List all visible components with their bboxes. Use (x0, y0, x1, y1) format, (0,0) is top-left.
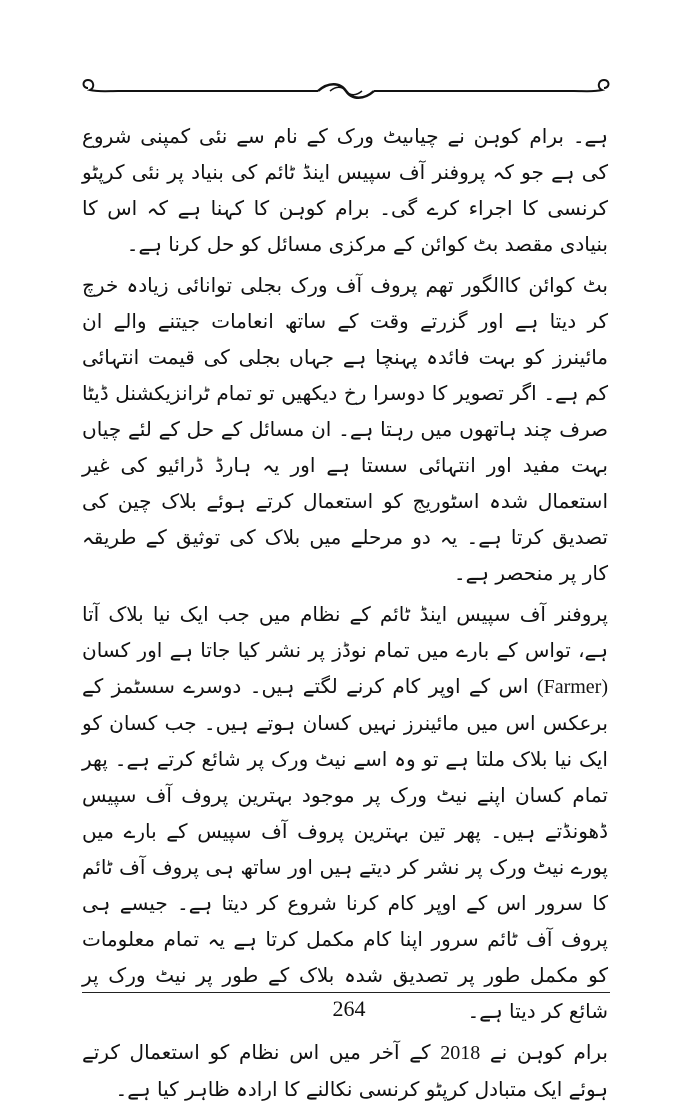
paragraph-4 (82, 1034, 608, 1107)
paragraph-4-text-a: برام کوہن نے (480, 1040, 608, 1064)
page-body (82, 118, 608, 1112)
paragraph-3-text-b: اس کے اوپر کام کرنے لگتے ہیں۔ دوسرے سسٹمز کے برعکس اس میں مائینرز نہیں کسان ہوتے ہیں۔ جب کسان کو ایک نیا بلاک ملتا ہے تو وہ اسے نیٹ ورک پر شائع کرتے ہے۔ پھر تمام کسان اپنے نیٹ ورک پر موجود بہترین پروف آف سپیس ڈھونڈتے ہیں۔ پھر تین بہترین پروف آف سپیس کے بارے میں پورے نیٹ ورک پر نشر کر دیتے ہیں اور ساتھ ہی پروف آف ٹائم کا سرور اس کے اوپر کام کرنا شروع کر دیتا ہے۔ جیسے ہی پروف آف ٹائم سرور اپنا کام مکمل کرتا ہے یہ تمام معلومات کو مکمل طور پر تصدیق شدہ بلاک کے طور پر نیٹ ورک پر شائع کر دیتا ہے۔ (82, 674, 608, 1023)
ornament-divider-icon (78, 74, 614, 104)
paragraph-1: ہے۔ برام کوہن نے چیاںیٹ ورک کے نام سے نئی کمپنی شروع کی ہے جو کہ پروفنر آف سپیس اینڈ ٹائم کی بنیاد پر نئی کرپٹو کرنسی کا اجراء کرے گی۔ برام کوہن کا کہنا ہے کہ اس کا بنیادی مقصد بٹ کوائن کے مرکزی مسائل کو حل کرنا ہے۔ (82, 124, 608, 256)
footer-divider (82, 992, 610, 993)
header-ornament (78, 74, 614, 104)
page-number: 264 (332, 996, 366, 1021)
paragraph-3 (82, 596, 608, 1029)
farmer-term: (Farmer) (536, 676, 608, 698)
paragraph-3-text-a: پروفنر آف سپیس اینڈ ٹائم کے نظام میں جب ایک نیا بلاک آتا ہے، تواس کے بارے میں تمام نوڈز پر نشر کیا جاتا ہے اور کسان (82, 602, 608, 662)
year-2018: 2018 (440, 1042, 481, 1064)
paragraph-4-text-b: کے آخر میں اس نظام کو استعمال کرتے ہوئے ایک متبادل کرپٹو کرنسی نکالنے کا ارادہ ظاہر کیا ہے۔ (82, 1040, 608, 1101)
paragraph-2: بٹ کوائن کاالگور تھم پروف آف ورک بجلی توانائی زیادہ خرچ کر دیتا ہے اور گزرتے وقت کے ساتھ انعامات جیتنے والے ان مائینرز کو بہت فائدہ پہنچا ہے جہاں بجلی کی قیمت انتہائی کم ہے۔ اگر تصویر کا دوسرا رخ دیکھیں تو تمام ٹرانزیکشنل ڈیٹا صرف چند ہاتھوں میں رہتا ہے۔ ان مسائل کے حل کے لئے چیاں بہت مفید اور انتہائی سستا ہے اور یہ ہارڈ ڈرائیو کی غیر استعمال شدہ اسٹوریج کو استعمال کرتے ہوئے بلاک چین کی تصدیق کرتا ہے۔ یہ دو مرحلے میں بلاک کی توثیق کے طریقہ کار پر منحصر ہے۔ (82, 273, 608, 585)
